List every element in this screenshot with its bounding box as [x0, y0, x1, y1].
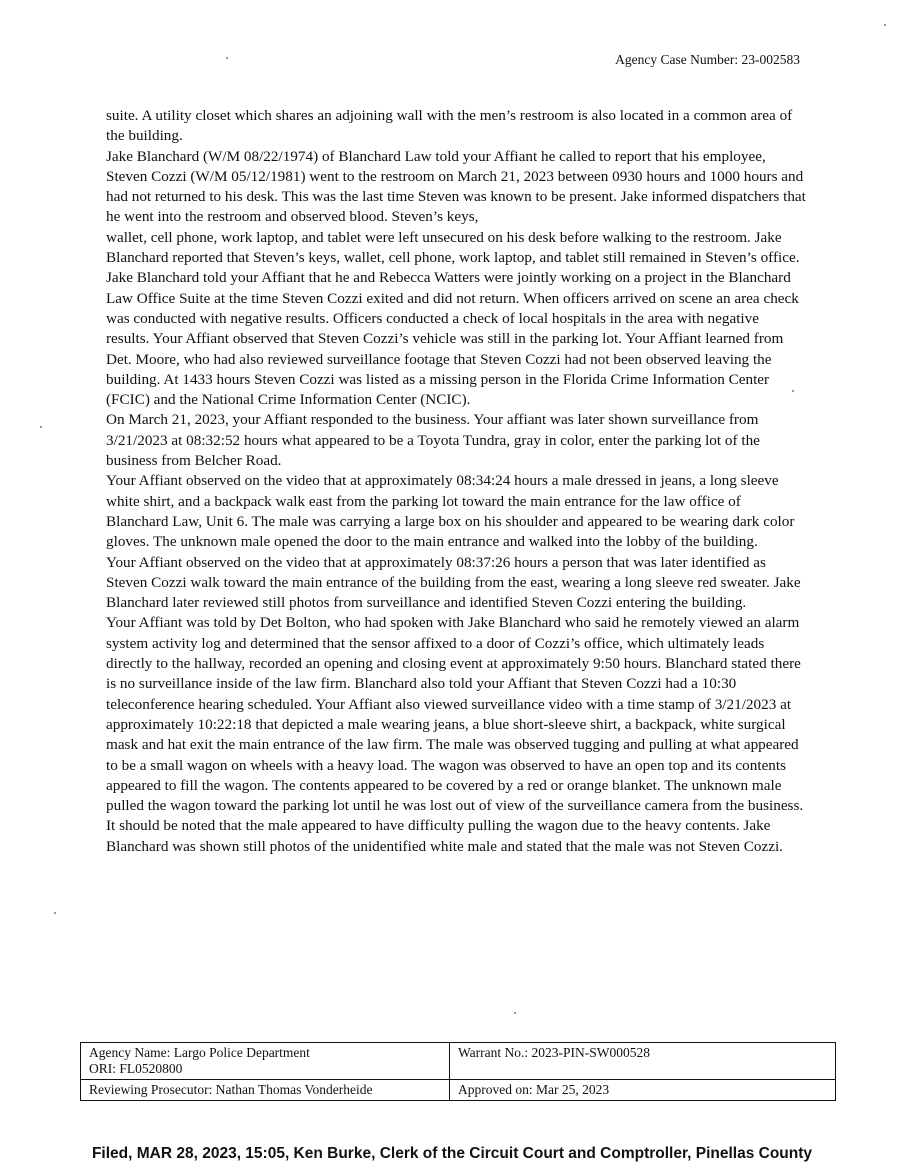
scan-speck — [514, 1012, 516, 1014]
table-row — [81, 1080, 836, 1101]
scan-speck — [40, 426, 42, 428]
table-row — [81, 1043, 836, 1080]
paragraph: suite. A utility closet which shares an adjoining wall with the men’s restroom is also located in a common area of the building. — [106, 107, 793, 145]
filing-stamp: Filed, MAR 28, 2023, 15:05, Ken Burke, Clerk of the Circuit Court and Comptroller, Pinellas County — [91, 1145, 813, 1162]
agency-name: Agency Name: Largo Police Department — [89, 1045, 310, 1060]
agency-cell — [81, 1043, 450, 1080]
warrant-cell — [450, 1043, 836, 1080]
approved-on: Approved on: Mar 25, 2023 — [450, 1080, 836, 1101]
scan-speck — [226, 57, 228, 59]
footer-info-table — [80, 1042, 836, 1101]
paragraph: Your Affiant was told by Det Bolton, who had spoken with Jake Blanchard who said he remotely viewed an alarm system activity log and determined that the sensor affixed to a door of Cozzi’s office, which ultimately leads directly to the hallway, recorded an opening and closing event at approximately 9:50 hours. Blanchard stated there is no surveillance inside of the law firm. Blanchard also told your Affiant that Steven Cozzi had a 10:30 teleconference hearing scheduled. Your Affiant also viewed surveillance video with a time stamp of 3/21/2023 at approximately 10:22:18 that depicted a male wearing jeans, a blue short-sleeve shirt, a backpack, white surgical mask and hat exit the main entrance of the law firm. The male was observed tugging and pulling at what appeared to be a small wagon on wheels with a heavy load. The wagon was observed to have an open top and its contents appeared to fill the wagon. The contents appeared to be covered by a red or orange blanket. The unknown male pulled the wagon toward the parking lot until he was lost out of view of the surveillance camera from the business. It should be noted that the male appeared to have difficulty pulling the wagon due to the heavy contents. Jake Blanchard was shown still photos of the unidentified white male and stated that the male was not Steven Cozzi. — [106, 614, 804, 855]
scan-speck — [792, 390, 794, 392]
paragraph: wallet, cell phone, work laptop, and tablet were left unsecured on his desk before walking to the restroom. Jake Blanchard reported that Steven’s keys, wallet, cell phone, work laptop, and tablet still remained in Steven’s office. — [106, 228, 800, 267]
reviewing-prosecutor: Reviewing Prosecutor: Nathan Thomas Vonderheide — [81, 1080, 450, 1101]
ori-number: ORI: FL0520800 — [89, 1061, 183, 1076]
scan-speck — [884, 24, 886, 26]
agency-case-number: Agency Case Number: 23-002583 — [615, 52, 800, 67]
affidavit-body — [106, 106, 806, 857]
paragraph: Jake Blanchard told your Affiant that he and Rebecca Watters were jointly working on a project in the Blanchard Law Office Suite at the time Steven Cozzi exited and did not return. When officers arrived on scene an area check was conducted with negative results. Officers conducted a check of local hospitals in the area with negative results. Your Affiant observed that Steven Cozzi’s vehicle was still in the parking lot. Your Affiant learned from Det. Moore, who had also reviewed surveillance footage that Steven Cozzi had not been observed leaving the building. At 1433 hours Steven Cozzi was listed as a missing person in the Florida Crime Information Center (FCIC) and the National Crime Information Center (NCIC). — [106, 269, 799, 409]
paragraph: Your Affiant observed on the video that at approximately 08:34:24 hours a male dressed in jeans, a long sleeve white shirt, and a backpack walk east from the parking lot toward the main entrance for the law office of Blanchard Law, Unit 6. The male was carrying a large box on his shoulder and appeared to be wearing dark color gloves. The unknown male opened the door to the main entrance and walked into the lobby of the building. — [106, 472, 795, 551]
paragraph: On March 21, 2023, your Affiant responded to the business. Your affiant was later shown surveillance from 3/21/2023 at 08:32:52 hours what appeared to be a Toyota Tundra, gray in color, enter the parking lot of the business from Belcher Road. — [106, 411, 760, 470]
warrant-number: Warrant No.: 2023-PIN-SW000528 — [458, 1045, 651, 1060]
scan-speck — [54, 912, 56, 914]
paragraph: Jake Blanchard (W/M 08/22/1974) of Blanchard Law told your Affiant he called to report that his employee, Steven Cozzi (W/M 05/12/1981) went to the restroom on March 21, 2023 between 0930 hours and 1000 hours and had not returned to his desk. This was the last time Steven was known to be present. Jake informed dispatchers that he went into the restroom and observed blood. Steven’s keys, — [106, 147, 806, 226]
paragraph: Your Affiant observed on the video that at approximately 08:37:26 hours a person that was later identified as Steven Cozzi walk toward the main entrance of the building from the east, wearing a long sleeve red sweater. Jake Blanchard later reviewed still photos from surveillance and identified Steven Cozzi entering the building. — [106, 553, 801, 612]
